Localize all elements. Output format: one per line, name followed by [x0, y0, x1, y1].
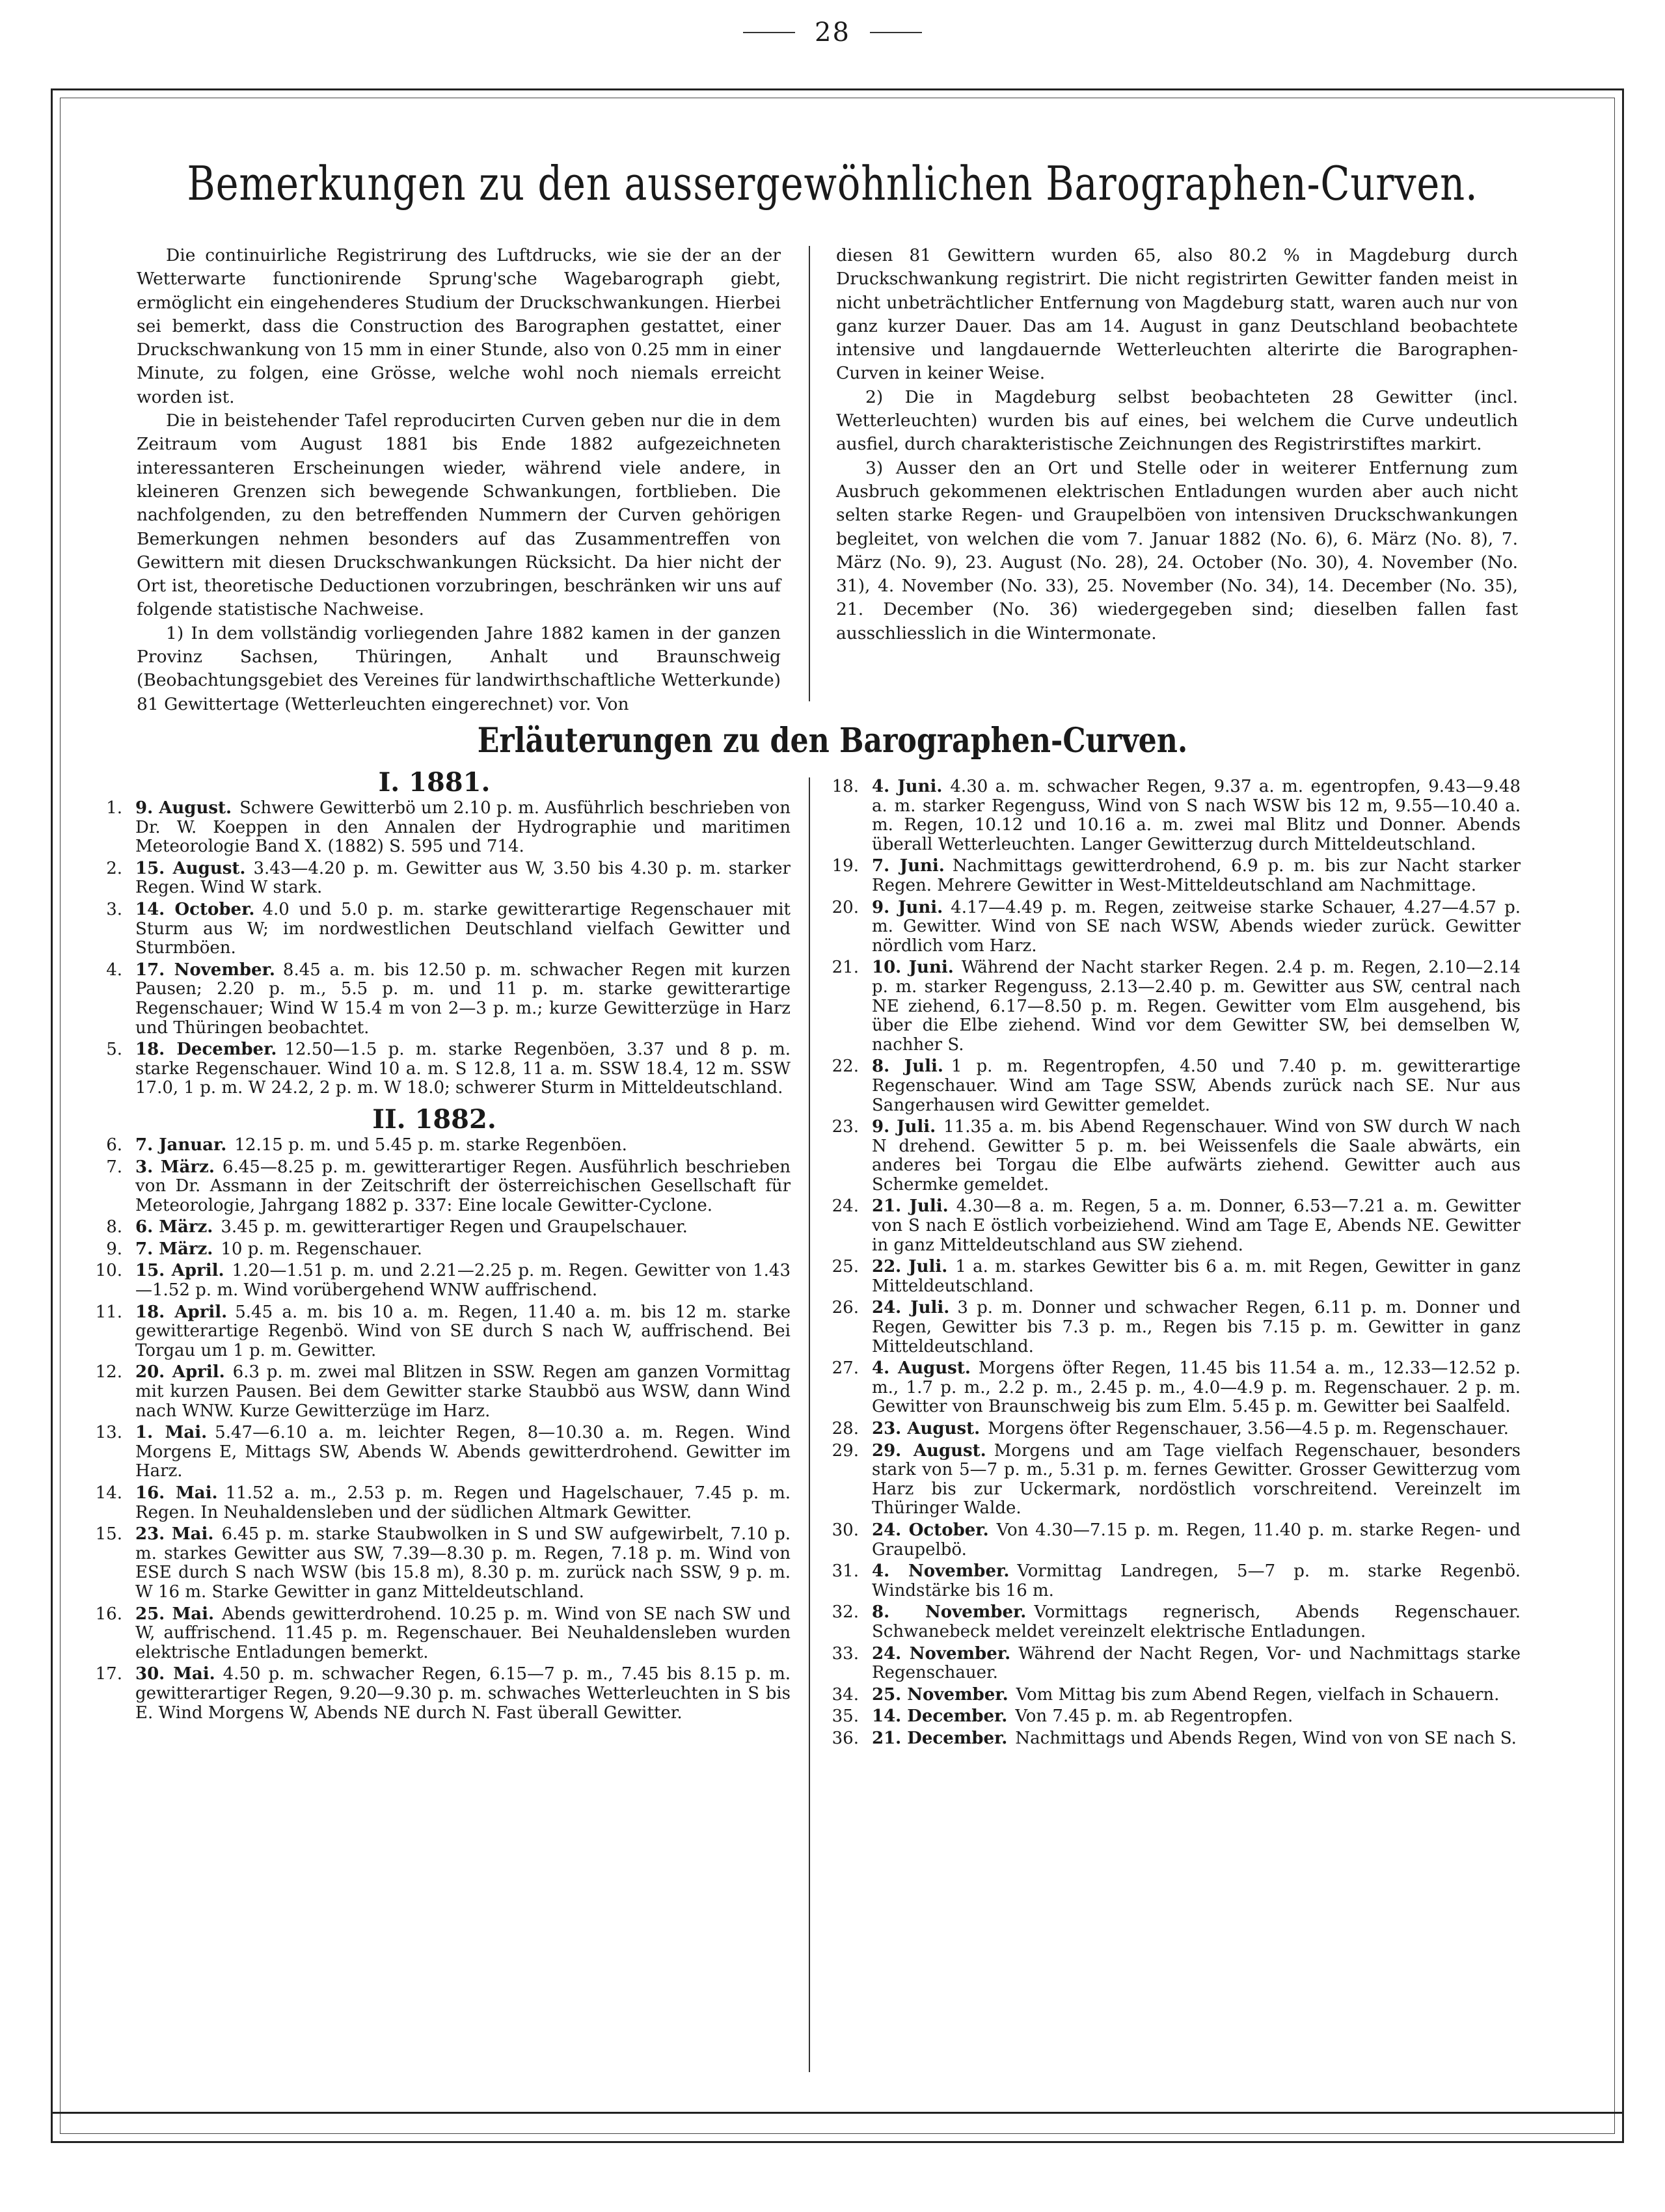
entry-body	[135, 1665, 791, 1723]
entry-text: 4.30 a. m. schwacher Regen, 9.37 a. m. egentropfen, 9.43—9.48 a. m. starker Regenguss, Wind von S nach WSW bis 12 m, 9.55—10.40 a. m. Regen, 10.12 und 10.16 a. m. zwei mal Blitz und Donner. Abends überall Wetterleuchten. Langer Gewitterzug durch Mitteldeutschland.	[872, 777, 1521, 854]
entry-body	[135, 1423, 791, 1481]
entry-date: 6. März.	[135, 1217, 213, 1237]
entry-text: 11.52 a. m., 2.53 p. m. Regen und Hagelschauer, 7.45 p. m. Regen. In Neuhaldensleben und der südlichen Altmark Gewitter.	[135, 1483, 791, 1522]
entry-text: Nachmittags gewitterdrohend, 6.9 p. m. bis zur Nacht starker Regen. Mehrere Gewitter in West-Mitteldeutschland am Nachmittage.	[872, 856, 1521, 895]
intro-right-column	[836, 244, 1518, 645]
entry-row	[815, 777, 1521, 854]
entry-row	[815, 1729, 1521, 1749]
entry-body	[135, 900, 791, 958]
entry-date: 15. August.	[135, 858, 246, 878]
entry-text: Während der Nacht Regen, Vor- und Nachmittags starke Regenschauer.	[872, 1643, 1521, 1683]
entry-date: 14. December.	[872, 1706, 1008, 1727]
intro-left-column	[137, 244, 781, 716]
entry-number: 16.	[95, 1604, 122, 1624]
entry-number: 32.	[832, 1602, 859, 1623]
entry-body	[135, 1261, 791, 1300]
entry-date: 8. November.	[872, 1602, 1027, 1623]
entry-row	[815, 1118, 1521, 1194]
entry-number: 22.	[832, 1057, 859, 1077]
entry-body	[872, 1258, 1521, 1296]
entry-body	[872, 1420, 1521, 1439]
entry-text: 11.35 a. m. bis Abend Regenschauer. Wind von SW durch W nach N drehend. Gewitter 5 p. m. bei Weissenfels die Saale abwärts, ein anderes bei Torgau die Elbe aufwärts ziehend. Gewitter auch aus Schermke gemeldet.	[872, 1117, 1521, 1194]
entry-row	[78, 1218, 791, 1237]
entry-row	[78, 859, 791, 898]
paragraph: 3) Ausser den an Ort und Stelle oder in weiterer Entfernung zum Ausbruch gekommenen elektrischen Entladungen wurden aber auch nicht selten starke Regen- und Graupelböen von intensiven Druckschwankungen begleitet, von welchen die vom 7. Januar 1882 (No. 6), 6. März (No. 8), 7. März (No. 9), 23. August (No. 28), 24. October (No. 30), 4. November (No. 31), 4. November (No. 33), 25. November (No. 34), 14. December (No. 35), 21. December (No. 36) wiedergegeben sind; dieselben fallen fast ausschliesslich in die Wintermonate.	[836, 457, 1518, 643]
entry-date: 25. Mai.	[135, 1604, 215, 1624]
entry-date: 22. Juli.	[872, 1257, 948, 1277]
bottom-rule	[51, 2112, 1624, 2114]
entry-row	[815, 1686, 1521, 1705]
entries-1881-list	[78, 799, 791, 1098]
page-number-row	[0, 13, 1665, 52]
entry-row	[815, 857, 1521, 895]
entry-date: 23. Mai.	[135, 1524, 214, 1544]
entry-row	[815, 1420, 1521, 1439]
entry-number: 10.	[95, 1261, 122, 1281]
page-number: 28	[815, 18, 850, 47]
entry-number: 24.	[832, 1196, 859, 1217]
entry-body	[872, 1603, 1521, 1641]
entry-body	[872, 958, 1521, 1055]
entry-row	[815, 1707, 1521, 1727]
entry-body	[872, 777, 1521, 854]
entry-text: 4.30—8 a. m. Regen, 5 a. m. Donner, 6.53—7.21 a. m. Gewitter von S nach E östlich vorbeiziehend. Wind am Tage E, Abends NE. Gewitter in ganz Mitteldeutschland aus SW ziehend.	[872, 1196, 1521, 1255]
entry-text: 6.3 p. m. zwei mal Blitzen in SSW. Regen am ganzen Vormittag mit kurzen Pausen. Bei dem Gewitter starke Staubbö aus WSW, dann Wind nach WNW. Kurze Gewitterzüge im Harz.	[135, 1362, 791, 1421]
entry-date: 16. Mai.	[135, 1483, 218, 1503]
entry-text: Abends gewitterdrohend. 10.25 p. m. Wind von SE nach SW und W, auffrischend. 11.45 p. m. Regenschauer. Bei Neuhaldensleben wurden elektrische Entladungen bemerkt.	[135, 1604, 791, 1662]
entry-date: 9. Juni.	[872, 897, 943, 917]
entry-row	[78, 1665, 791, 1723]
entry-row	[815, 1521, 1521, 1559]
entry-number: 9.	[106, 1239, 122, 1259]
entries-1882-list-left	[78, 1136, 791, 1723]
page-number-dash-left	[743, 32, 795, 33]
entry-text: Nachmittags und Abends Regen, Wind von von SE nach S.	[1015, 1728, 1517, 1748]
entry-date: 7. März.	[135, 1239, 213, 1259]
entry-row	[78, 1261, 791, 1300]
entry-number: 26.	[832, 1298, 859, 1318]
entry-body	[135, 1363, 791, 1421]
entry-text: 4.50 p. m. schwacher Regen, 6.15—7 p. m., 7.45 bis 8.15 p. m. gewitterartiger Regen, 9.20—9.30 p. m. schwaches Wetterleuchten in S bis E. Wind Morgens W, Abends NE durch N. Fast überall Gewitter.	[135, 1664, 791, 1723]
entry-body	[872, 1521, 1521, 1559]
entry-text: 3.43—4.20 p. m. Gewitter aus W, 3.50 bis 4.30 p. m. starker Regen. Wind W stark.	[135, 858, 791, 898]
entry-body	[135, 859, 791, 898]
entry-body	[135, 799, 791, 857]
entry-date: 9. August.	[135, 798, 232, 818]
paragraph: 1) In dem vollständig vorliegenden Jahre 1882 kamen in der ganzen Provinz Sachsen, Thüringen, Anhalt und Braunschweig (Beobachtungsgebiet des Vereines für landwirthschaftliche Wetterkunde) 81 Gewittertage (Wetterleuchten eingerechnet) vor. Von	[137, 623, 781, 714]
year-heading-1882: II. 1882.	[372, 1103, 496, 1135]
entry-date: 17. November.	[135, 960, 275, 980]
entry-body	[135, 1605, 791, 1663]
entries-right-column	[815, 777, 1521, 1751]
entry-text: Während der Nacht starker Regen. 2.4 p. m. Regen, 2.10—2.14 p. m. starker Regenguss, 2.13—2.40 p. m. Gewitter aus SW, central nach NE ziehend, 6.17—8.50 p. m. Regen. Gewitter vom Elm ausgehend, bis über die Elbe ziehend. Wind vor dem Gewitter SW, bei demselben W, nachher S.	[872, 958, 1521, 1055]
entry-body	[135, 1525, 791, 1602]
entry-date: 3. März.	[135, 1157, 215, 1177]
entry-body	[872, 1118, 1521, 1194]
entry-text: 3 p. m. Donner und schwacher Regen, 6.11 p. m. Donner und Regen, Gewitter bis 7.3 p. m., Regen bis 7.15 p. m. Gewitter in ganz Mitteldeutschland.	[872, 1298, 1521, 1356]
entry-row	[815, 1562, 1521, 1600]
entries-1882-list-right	[815, 777, 1521, 1749]
entry-row	[815, 1603, 1521, 1641]
entry-number: 35.	[832, 1706, 859, 1727]
entry-text: 12.15 p. m. und 5.45 p. m. starke Regenböen.	[234, 1135, 627, 1155]
entry-date: 23. August.	[872, 1419, 981, 1438]
entry-row	[78, 900, 791, 958]
entry-date: 15. April.	[135, 1261, 224, 1281]
entry-number: 13.	[95, 1423, 122, 1443]
entry-text: 6.45—8.25 p. m. gewitterartiger Regen. Ausführlich beschrieben von Dr. Assmann in der Zeitschrift der österreichischen Gesellschaft für Meteorologie, Jahrgang 1882 p. 337: Eine locale Gewitter-Cyclone.	[135, 1157, 791, 1215]
entry-date: 18. December.	[135, 1040, 277, 1060]
entry-number: 7.	[106, 1157, 122, 1177]
entry-text: 12.50—1.5 p. m. starke Regenböen, 3.37 und 8 p. m. starke Regenschauer. Wind 10 a. m. S 12.8, 11 a. m. SSW 18.4, 12 m. SSW 17.0, 1 p. m. W 24.2, 2 p. m. W 18.0; schwerer Sturm in Mitteldeutschland.	[135, 1040, 791, 1098]
entry-date: 21. Juli.	[872, 1196, 949, 1217]
entry-date: 1. Mai.	[135, 1423, 208, 1443]
entry-date: 7. Januar.	[135, 1135, 227, 1155]
entry-body	[135, 1240, 791, 1260]
entry-row	[815, 1057, 1521, 1115]
entry-date: 30. Mai.	[135, 1664, 215, 1684]
entry-row	[815, 1645, 1521, 1683]
entry-text: Vom Mittag bis zum Abend Regen, vielfach in Schauern.	[1016, 1684, 1500, 1705]
entry-number: 27.	[832, 1358, 859, 1379]
entry-text: Schwere Gewitterbö um 2.10 p. m. Ausführlich beschrieben von Dr. W. Koeppen in den Annalen der Hydrographie und maritimen Meteorologie Band X. (1882) S. 595 und 714.	[135, 798, 791, 857]
entry-number: 2.	[106, 858, 122, 878]
entry-body	[135, 1303, 791, 1361]
entries-column-divider	[809, 777, 810, 2072]
entry-row	[815, 898, 1521, 956]
entry-number: 30.	[832, 1520, 859, 1540]
entry-body	[135, 961, 791, 1038]
entry-body	[872, 898, 1521, 956]
entry-number: 15.	[95, 1524, 122, 1544]
entry-text: 8.45 a. m. bis 12.50 p. m. schwacher Regen mit kurzen Pausen; 2.20 p. m., 5.5 p. m. und 11 p. m. starke gewitterartige Regenschauer; Wind W 15.4 m von 2—3 p. m.; kurze Gewitterzüge in Harz und Thüringen beobachtet.	[135, 960, 791, 1038]
entry-number: 33.	[832, 1643, 859, 1664]
entry-body	[872, 1442, 1521, 1518]
entry-date: 24. Juli.	[872, 1298, 950, 1318]
entry-number: 21.	[832, 958, 859, 978]
entry-text: Morgens öfter Regen, 11.45 bis 11.54 a. m., 12.33—12.52 p. m., 1.7 p. m., 2.2 p. m., 2.45 p. m., 4.0—4.9 p. m. Regenschauer. 2 p. m. Gewitter von Braunschweig bis zum Elm. 5.45 p. m. Gewitter bei Saalfeld.	[872, 1358, 1521, 1417]
paragraph: 2) Die in Magdeburg selbst beobachteten 28 Gewitter (incl. Wetterleuchten) wurden bis auf eines, bei welchem die Curve undeutlich ausfiel, durch charakteristische Zeichnungen des Registrirstiftes markirt.	[836, 386, 1518, 455]
entry-number: 31.	[832, 1561, 859, 1582]
entry-row	[815, 1359, 1521, 1417]
entry-date: 29. August.	[872, 1440, 986, 1461]
entry-body	[872, 1359, 1521, 1417]
entry-date: 21. December.	[872, 1728, 1008, 1748]
intro-column-divider	[809, 246, 810, 701]
entry-text: Vormittags regnerisch, Abends Regenschauer. Schwanebeck meldet vereinzelt elektrische Entladungen.	[872, 1602, 1521, 1641]
entry-date: 18. April.	[135, 1302, 228, 1322]
year-heading-1881: I. 1881.	[378, 767, 491, 798]
entry-number: 19.	[832, 856, 859, 876]
entry-body	[872, 1686, 1521, 1705]
entry-date: 7. Juni.	[872, 856, 945, 876]
entry-body	[872, 1197, 1521, 1255]
entry-number: 23.	[832, 1117, 859, 1137]
entry-text: 5.45 a. m. bis 10 a. m. Regen, 11.40 a. m. bis 12 m. starke gewitterartige Regenbö. Wind von SE durch S nach W, auffrischend. Bei Torgau um 1 p. m. Gewitter.	[135, 1302, 791, 1360]
paragraph: Die in beistehender Tafel reproducirten Curven geben nur die in dem Zeitraum vom August 1881 bis Ende 1882 aufgezeichneten interessanteren Erscheinungen wieder, während viele andere, in kleineren Grenzen sich bewegende Schwankungen, fortblieben. Die nachfolgenden, zu den betreffenden Nummern der Curven gehörigen Bemerkungen nehmen besonders auf das Zusammentreffen von Gewittern mit diesen Druckschwankungen Rücksicht. Da hier nicht der Ort ist, theoretische Deductionen vorzubringen, beschränken wir uns auf folgende statistische Nachweise.	[137, 411, 781, 620]
entry-date: 25. November.	[872, 1684, 1008, 1705]
entry-body	[135, 1484, 791, 1522]
entry-date: 4. Juni.	[872, 777, 943, 796]
entry-row	[78, 1158, 791, 1216]
entry-row	[815, 1258, 1521, 1296]
entry-number: 5.	[106, 1040, 122, 1060]
entry-date: 20. April.	[135, 1362, 225, 1382]
entry-text: Morgens und am Tage vielfach Regenschauer, besonders stark von 5—7 p. m., 5.31 p. m. fernes Gewitter. Grosser Gewitterzug vom Harz bis zur Uckermark, nordöstlich vorschreitend. Vereinzelt im Thüringer Walde.	[872, 1440, 1521, 1518]
page-number-dash-right	[870, 32, 922, 33]
entry-text: Von 7.45 p. m. ab Regentropfen.	[1015, 1706, 1293, 1727]
page-title: Bemerkungen zu den aussergewöhnlichen Barographen-Curven.	[187, 156, 1478, 211]
entry-number: 20.	[832, 897, 859, 917]
entry-text: 6.45 p. m. starke Staubwolken in S und SW aufgewirbelt, 7.10 p. m. starkes Gewitter aus SW, 7.39—8.30 p. m. Regen, 7.18 p. m. Wind von ESE durch S nach WSW (bis 15.8 m), 8.30 p. m. zurück nach SSW, 9 p. m. W 16 m. Starke Gewitter in ganz Mitteldeutschland.	[135, 1524, 791, 1602]
entry-body	[872, 1707, 1521, 1727]
entry-body	[135, 1136, 791, 1155]
entry-number: 14.	[95, 1483, 122, 1503]
entry-body	[872, 1562, 1521, 1600]
entry-row	[78, 1303, 791, 1361]
entry-row	[78, 799, 791, 857]
entry-body	[872, 1645, 1521, 1683]
entry-row	[78, 1363, 791, 1421]
entry-number: 25.	[832, 1257, 859, 1277]
entry-body	[135, 1040, 791, 1098]
entry-text: 10 p. m. Regenschauer.	[221, 1239, 422, 1259]
entry-text: 1 p. m. Regentropfen, 4.50 und 7.40 p. m. gewitterartige Regenschauer. Wind am Tage SSW, Abends zurück nach SE. Nur aus Sangerhausen wird Gewitter gemeldet.	[872, 1057, 1521, 1115]
entry-text: 1 a. m. starkes Gewitter bis 6 a. m. mit Regen, Gewitter in ganz Mitteldeutschland.	[872, 1257, 1521, 1296]
entry-text: Morgens öfter Regenschauer, 3.56—4.5 p. m. Regenschauer.	[988, 1419, 1509, 1438]
paragraph: Die continuirliche Registrirung des Luftdrucks, wie sie der an der Wetterwarte functionirende Sprung'sche Wagebarograph giebt, ermöglicht ein eingehenderes Studium der Druckschwankungen. Hierbei sei bemerkt, dass die Construction des Barographen gestattet, einer Druckschwankung von 15 mm in einer Stunde, also von 0.25 mm in einer Minute, zu folgen, eine Grösse, welche wohl noch niemals erreicht worden ist.	[137, 245, 781, 407]
entry-date: 4. November.	[872, 1561, 1010, 1582]
entry-number: 3.	[106, 899, 122, 919]
entry-body	[872, 1057, 1521, 1115]
entry-number: 17.	[95, 1664, 122, 1684]
entry-number: 28.	[832, 1419, 859, 1438]
entry-row	[78, 1605, 791, 1663]
entry-date: 4. August.	[872, 1358, 971, 1379]
entry-row	[78, 1240, 791, 1260]
entry-number: 1.	[106, 798, 122, 818]
entry-row	[815, 958, 1521, 1055]
entry-row	[815, 1299, 1521, 1356]
entry-text: 3.45 p. m. gewitterartiger Regen und Graupelschauer.	[221, 1217, 688, 1237]
entry-row	[78, 961, 791, 1038]
entry-date: 8. Juli.	[872, 1057, 943, 1077]
explanations-heading: Erläuterungen zu den Barographen-Curven.	[477, 721, 1188, 761]
entry-row	[815, 1442, 1521, 1518]
entry-text: Vormittag Landregen, 5—7 p. m. starke Regenbö. Windstärke bis 16 m.	[872, 1561, 1521, 1600]
entry-text: 4.0 und 5.0 p. m. starke gewitterartige Regenschauer mit Sturm aus W; im nordwestlichen Deutschland vielfach Gewitter und Sturmböen.	[135, 899, 791, 958]
entry-body	[872, 857, 1521, 895]
paragraph: diesen 81 Gewittern wurden 65, also 80.2 % in Magdeburg durch Druckschwankung registrirt. Die nicht registrirten Gewitter fanden meist in nicht unbeträchtlicher Entfernung von Magdeburg statt, waren auch nur von ganz kurzer Dauer. Das am 14. August in ganz Deutschland beobachtete intensive und langdauernde Wetterleuchten alterirte die Barographen-Curven in keiner Weise.	[836, 245, 1518, 384]
entry-body	[135, 1158, 791, 1216]
entry-row	[78, 1423, 791, 1481]
entry-number: 11.	[95, 1302, 122, 1322]
entry-row	[78, 1040, 791, 1098]
entry-text: 5.47—6.10 a. m. leichter Regen, 8—10.30 a. m. Regen. Wind Morgens E, Mittags SW, Abends W. Abends gewitterdrohend. Gewitter im Harz.	[135, 1423, 791, 1481]
entry-row	[78, 1484, 791, 1522]
entry-date: 24. October.	[872, 1520, 989, 1540]
entry-date: 10. Juni.	[872, 958, 954, 978]
entry-text: 1.20—1.51 p. m. und 2.21—2.25 p. m. Regen. Gewitter von 1.43—1.52 p. m. Wind vorübergehend WNW auffrischend.	[135, 1261, 791, 1301]
entry-number: 6.	[106, 1135, 122, 1155]
entry-text: 4.17—4.49 p. m. Regen, zeitweise starke Schauer, 4.27—4.57 p. m. Gewitter. Wind von SE nach WSW, Abends wieder zurück. Gewitter nördlich vom Harz.	[872, 897, 1521, 956]
entry-row	[78, 1525, 791, 1602]
entry-body	[872, 1299, 1521, 1356]
entry-number: 36.	[832, 1728, 859, 1748]
entry-body	[872, 1729, 1521, 1749]
entry-number: 4.	[106, 960, 122, 980]
entry-number: 8.	[106, 1217, 122, 1237]
entry-text: Von 4.30—7.15 p. m. Regen, 11.40 p. m. starke Regen- und Graupelbö.	[872, 1520, 1521, 1559]
entry-number: 34.	[832, 1684, 859, 1705]
entry-date: 24. November.	[872, 1643, 1011, 1664]
entry-date: 14. October.	[135, 899, 255, 919]
entry-body	[135, 1218, 791, 1237]
entry-number: 29.	[832, 1440, 859, 1461]
entry-number: 12.	[95, 1362, 122, 1382]
entries-left-column	[78, 766, 791, 1725]
entry-row	[78, 1136, 791, 1155]
entry-date: 9. Juli.	[872, 1117, 936, 1137]
entry-row	[815, 1197, 1521, 1255]
entry-number: 18.	[832, 777, 859, 796]
